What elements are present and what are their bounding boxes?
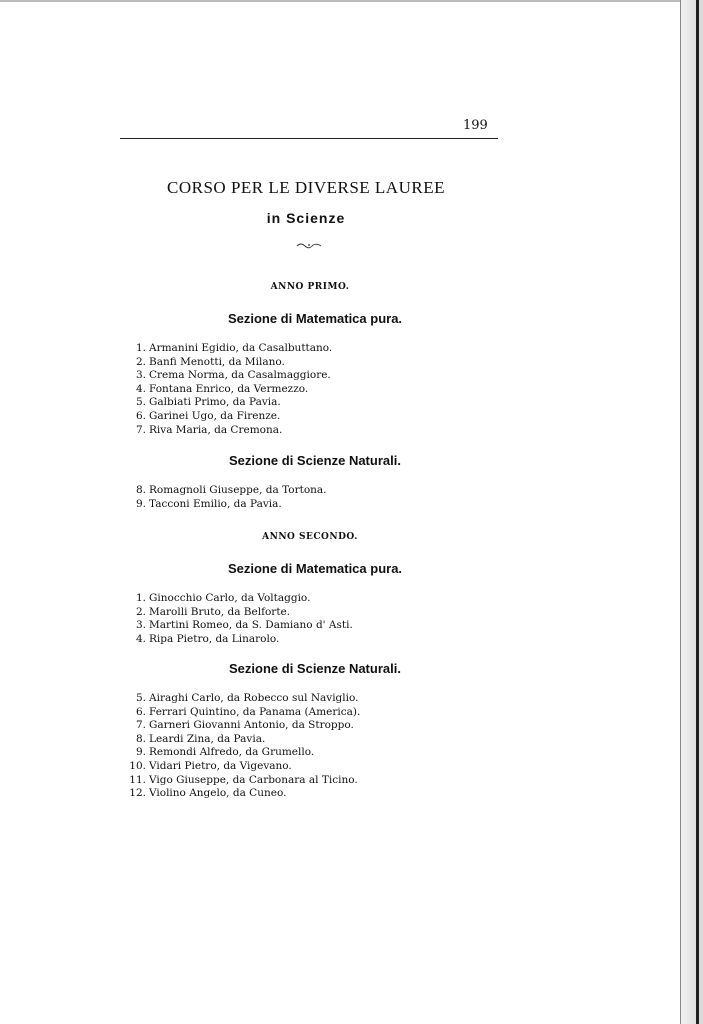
student-list bbox=[122, 692, 360, 801]
item-text: Banfi Menotti, da Milano. bbox=[149, 355, 285, 368]
section-heading: Sezione di Matematica pura. bbox=[227, 561, 403, 576]
list-item bbox=[122, 787, 360, 801]
item-text: Marolli Bruto, da Belforte. bbox=[149, 605, 291, 618]
item-number: 4. bbox=[135, 632, 146, 645]
item-text: Vidari Pietro, da Vigevano. bbox=[149, 759, 292, 772]
list-item bbox=[122, 692, 360, 706]
item-number: 3. bbox=[135, 619, 146, 632]
list-item bbox=[122, 619, 353, 633]
item-number: 8. bbox=[135, 484, 146, 496]
list-item bbox=[122, 592, 353, 606]
item-number: 5. bbox=[135, 396, 146, 409]
item-number: 1. bbox=[135, 592, 146, 604]
ornament-flourish bbox=[296, 241, 322, 249]
item-text: Airaghi Carlo, da Robecco sul Naviglio. bbox=[149, 692, 359, 704]
section-heading: Sezione di Scienze Naturali. bbox=[229, 661, 401, 676]
list-item bbox=[122, 424, 332, 438]
list-item bbox=[122, 396, 332, 410]
item-text: Fontana Enrico, da Vermezzo. bbox=[149, 382, 309, 395]
page-number: 199 bbox=[463, 118, 488, 133]
list-item bbox=[122, 498, 327, 512]
item-number: 4. bbox=[135, 382, 146, 395]
header-rule bbox=[120, 138, 498, 139]
item-number: 9. bbox=[135, 746, 146, 759]
item-text: Riva Maria, da Cremona. bbox=[149, 423, 283, 436]
list-item bbox=[122, 706, 360, 720]
item-text: Garinei Ugo, da Firenze. bbox=[149, 409, 281, 422]
page-top-edge bbox=[0, 0, 703, 2]
item-text: Galbiati Primo, da Pavia. bbox=[149, 396, 281, 409]
item-text: Ripa Pietro, da Linarolo. bbox=[149, 632, 280, 645]
list-item bbox=[122, 484, 327, 498]
item-number: 1. bbox=[135, 342, 146, 354]
list-item bbox=[122, 633, 353, 647]
item-number: 11. bbox=[129, 773, 146, 786]
item-number: 2. bbox=[135, 355, 146, 368]
list-item bbox=[122, 774, 360, 788]
section-heading: Sezione di Matematica pura. bbox=[227, 311, 403, 326]
item-text: Leardi Zina, da Pavia. bbox=[149, 732, 266, 745]
page-edge-line bbox=[696, 0, 699, 1024]
item-text: Ginocchio Carlo, da Voltaggio. bbox=[149, 592, 311, 604]
student-list bbox=[122, 592, 353, 646]
item-text: Violino Angelo, da Cuneo. bbox=[149, 787, 287, 800]
item-text: Tacconi Emilio, da Pavia. bbox=[149, 497, 282, 510]
list-item bbox=[122, 606, 353, 620]
item-number: 2. bbox=[135, 605, 146, 618]
item-text: Crema Norma, da Casalmaggiore. bbox=[149, 369, 331, 382]
item-number: 5. bbox=[135, 692, 146, 704]
item-number: 8. bbox=[135, 732, 146, 745]
item-text: Romagnoli Giuseppe, da Tortona. bbox=[149, 484, 327, 496]
item-number: 9. bbox=[135, 497, 146, 510]
item-text: Ferrari Quintino, da Panama (America). bbox=[149, 705, 361, 718]
section-heading: Sezione di Scienze Naturali. bbox=[229, 453, 401, 468]
list-item bbox=[122, 356, 332, 370]
page-title: CORSO PER LE DIVERSE LAUREE bbox=[167, 178, 445, 197]
list-item bbox=[122, 369, 332, 383]
item-number: 6. bbox=[135, 705, 146, 718]
student-list bbox=[122, 342, 332, 437]
year-heading: ANNO SECONDO. bbox=[262, 532, 358, 542]
item-text: Martini Romeo, da S. Damiano d' Asti. bbox=[149, 619, 353, 632]
list-item bbox=[122, 719, 360, 733]
list-item bbox=[122, 746, 360, 760]
list-item bbox=[122, 342, 332, 356]
list-item bbox=[122, 733, 360, 747]
item-text: Garneri Giovanni Antonio, da Stroppo. bbox=[149, 719, 354, 732]
item-number: 10. bbox=[129, 759, 146, 772]
item-number: 3. bbox=[135, 369, 146, 382]
student-list bbox=[122, 484, 327, 511]
year-heading: ANNO PRIMO. bbox=[270, 282, 350, 292]
item-text: Remondi Alfredo, da Grumello. bbox=[149, 746, 315, 759]
item-text: Vigo Giuseppe, da Carbonara al Ticino. bbox=[149, 773, 358, 786]
item-number: 12. bbox=[129, 787, 146, 800]
page-right-edge bbox=[680, 0, 703, 1024]
item-text: Armanini Egidio, da Casalbuttano. bbox=[149, 342, 333, 354]
item-number: 7. bbox=[135, 719, 146, 732]
list-item bbox=[122, 760, 360, 774]
item-number: 7. bbox=[135, 423, 146, 436]
page-subtitle: in Scienze bbox=[266, 210, 346, 226]
item-number: 6. bbox=[135, 409, 146, 422]
list-item bbox=[122, 410, 332, 424]
list-item bbox=[122, 383, 332, 397]
